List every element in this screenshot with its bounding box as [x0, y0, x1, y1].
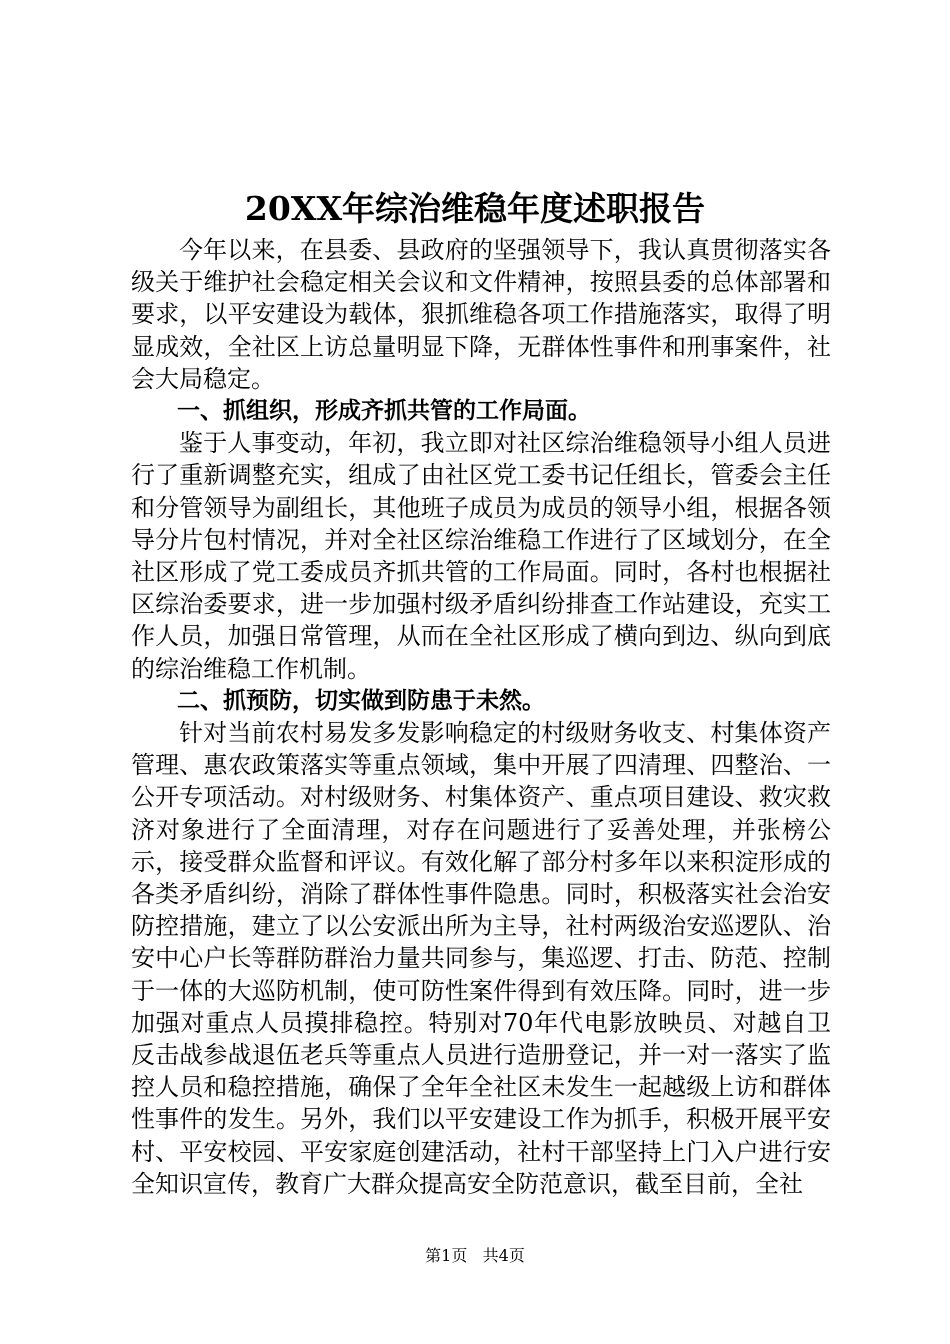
section-heading-2: 二、抓预防，切实做到防患于未然。	[177, 687, 545, 714]
paragraph-section-2: 针对当前农村易发多发影响稳定的村级财务收支、村集体资产管理、惠农政策落实等重点领域，集中开展了四清理、四整治、一公开专项活动。对村级财务、村集体资产、重点项目建设、救灾救济对象进行了全面清理，对存在问题进行了妥善处理，并张榜公示，接受群众监督和评议。有效化解了部分村多年以来积淀形成的各类矛盾纠纷，消除了群体性事件隐患。同时，积极落实社会治安防控措施，建立了以公安派出所为主导，社村两级治安巡逻队、治安中心户长等群防群治力量共同参与，集巡逻、打击、防范、控制于一体的大巡防机制，使可防性案件得到有效压降。同时，进一步加强对重点人员摸排稳控。特别对70年代电影放映员、对越自卫反击战参战退伍老兵等重点人员进行造册登记，并一对一落实了监控人员和稳控措施，确保了全年全社区未发生一起越级上访和群体性事件的发生。另外，我们以平安建设工作为抓手，积极开展平安村、平安校园、平安家庭创建活动，社村干部坚持上门入户进行安全知识宣传，教育广大群众提高安全防范意识，截至目前，全社	[131, 719, 831, 1198]
paragraph-intro: 今年以来，在县委、县政府的坚强领导下，我认真贯彻落实各级关于维护社会稳定相关会议和文件精神，按照县委的总体部署和要求，以平安建设为载体，狠抓维稳各项工作措施落实，取得了明显成效，全社区上访总量明显下降，无群体性事件和刑事案件，社会大局稳定。	[131, 236, 831, 393]
paragraph-section-1: 鉴于人事变动，年初，我立即对社区综治维稳领导小组人员进行了重新调整充实，组成了由社区党工委书记任组长，管委会主任和分管领导为副组长，其他班子成员为成员的领导小组，根据各领导分片包村情况，并对全社区综治维稳工作进行了区域划分，在全社区形成了党工委成员齐抓共管的工作局面。同时，各村也根据社区综治委要求，进一步加强村级矛盾纠纷排查工作站建设，充实工作人员，加强日常管理，从而在全社区形成了横向到边、纵向到底的综治维稳工作机制。	[131, 429, 831, 683]
page-footer	[0, 1246, 950, 1266]
page-number: 第1页	[425, 1246, 468, 1265]
document-body	[131, 234, 831, 1200]
page-separator	[472, 1246, 477, 1265]
page-total: 共4页	[482, 1246, 525, 1265]
section-heading-1: 一、抓组织，形成齐抓共管的工作局面。	[177, 398, 591, 425]
document-title: 20XX年综治维稳年度述职报告	[244, 189, 706, 228]
